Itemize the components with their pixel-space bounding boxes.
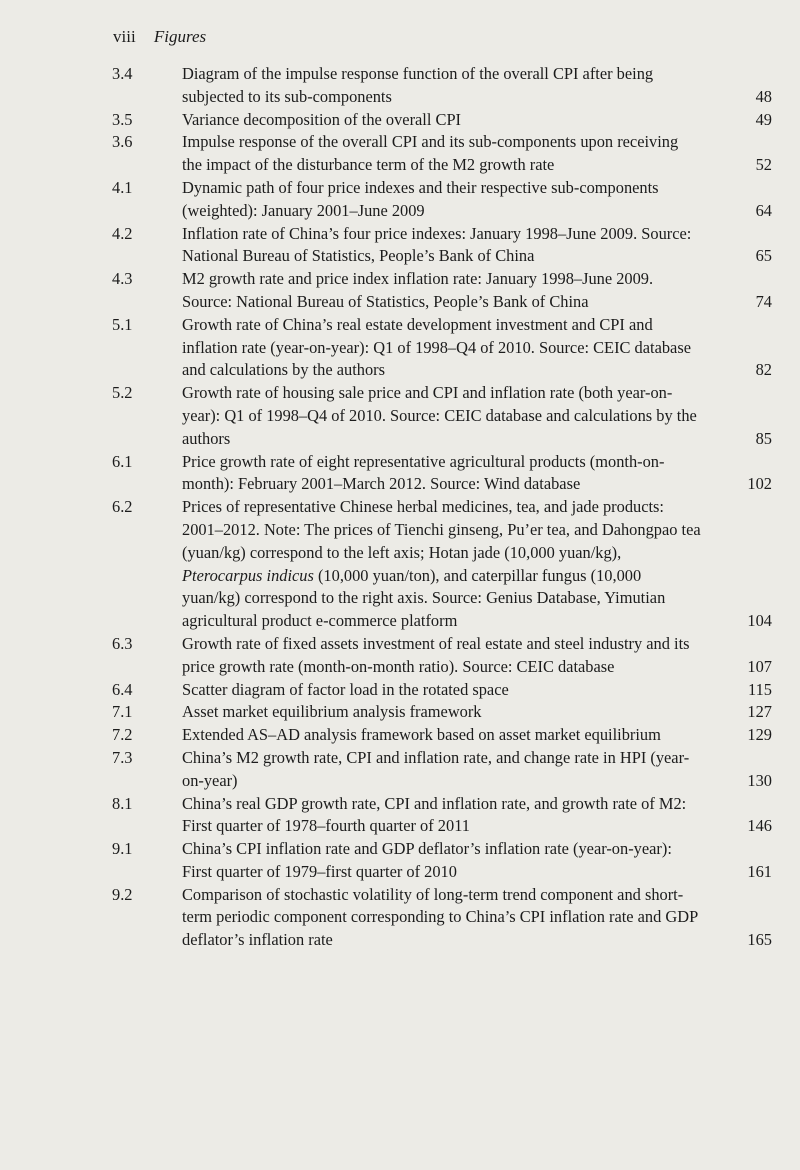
figure-caption: Inflation rate of China’s four price indexes: January 1998–June 2009. Source: National Bureau of Statistics, People’s Bank of China [182, 223, 692, 266]
figure-page-number: 85 [755, 428, 772, 448]
figure-number: 6.1 [112, 451, 133, 471]
figure-entry [112, 884, 772, 952]
figure-number: 4.2 [112, 223, 133, 243]
figure-page-number: 129 [747, 725, 772, 745]
figure-caption: Variance decomposition of the overall CPI [182, 109, 462, 129]
figure-caption: Extended AS–AD analysis framework based on asset market equilibrium [182, 725, 661, 745]
figure-entry [112, 109, 772, 132]
figure-page-number: 48 [755, 86, 772, 106]
figure-caption: Dynamic path of four price indexes and their respective sub-components (weighted): January 2001–June 2009 [182, 177, 659, 220]
figure-page-number: 64 [755, 200, 772, 220]
figure-entry [112, 382, 772, 450]
figure-entry [112, 701, 772, 724]
figure-caption: Growth rate of housing sale price and CPI and inflation rate (both year-on-year): Q1 of 1998–Q4 of 2010. Source: CEIC database and calculations by the authors [182, 383, 697, 448]
caption-italic-text: Pterocarpus indicus [182, 565, 314, 585]
figure-number: 8.1 [112, 793, 133, 813]
figure-number: 6.2 [112, 497, 133, 517]
figure-number: 6.3 [112, 633, 133, 653]
figure-number: 4.3 [112, 269, 133, 289]
figure-entry [112, 747, 772, 793]
figure-number: 4.1 [112, 177, 133, 197]
figure-caption: Impulse response of the overall CPI and its sub-components upon receiving the impact of the disturbance term of the M2 growth rate [182, 132, 679, 175]
figure-page-number: 65 [755, 246, 772, 266]
figure-caption: Comparison of stochastic volatility of long-term trend component and short-term periodic component corresponding to China’s CPI inflation rate and GDP deflator’s inflation rate [182, 884, 698, 950]
figure-page-number: 127 [747, 702, 772, 722]
figure-number: 5.1 [112, 314, 133, 334]
figure-page-number: 165 [747, 930, 772, 950]
figure-entry [112, 451, 772, 497]
figure-page-number: 107 [747, 656, 772, 676]
figure-page-number: 104 [747, 611, 772, 631]
figure-entry [112, 793, 772, 839]
figure-caption: Scatter diagram of factor load in the rotated space [182, 679, 509, 699]
figure-number: 3.6 [112, 132, 133, 152]
figure-entry [112, 679, 772, 702]
figure-caption: Price growth rate of eight representative agricultural products (month-on-month): February 2001–March 2012. Source: Wind database [182, 451, 665, 494]
figure-caption: China’s M2 growth rate, CPI and inflation rate, and change rate in HPI (year-on-year) [182, 747, 690, 790]
figure-caption: Growth rate of China’s real estate development investment and CPI and inflation rate (year-on-year): Q1 of 1998–Q4 of 2010. Source: CEIC database and calculations by the authors [182, 314, 691, 380]
figure-page-number: 146 [747, 816, 772, 836]
caption-text: Prices of representative Chinese herbal medicines, tea, and jade products: 2001–2012. Note: The prices of Tienchi ginseng, Pu’er tea, and Dahongpao tea (yuan/kg) correspond to the left axis; Hotan jade (10,000 yuan/kg), [182, 497, 701, 562]
figure-caption: M2 growth rate and price index inflation rate: January 1998–June 2009. Source: National Bureau of Statistics, People’s Bank of China [182, 269, 654, 311]
figure-number: 7.2 [112, 725, 133, 745]
figure-page-number: 82 [755, 360, 772, 380]
page-number: viii [113, 27, 136, 46]
figure-page-number: 130 [747, 770, 772, 790]
figure-number: 9.2 [112, 884, 133, 904]
figure-number: 7.3 [112, 747, 133, 767]
caption-text: (10,000 yuan/ton), and caterpillar fungus (10,000 yuan/kg) correspond to the right axis. Source: Genius Database, Yimutian agricultural product e-commerce platform [182, 565, 666, 631]
figure-number: 3.4 [112, 64, 133, 83]
figure-caption [182, 496, 706, 633]
figure-entry [112, 63, 772, 109]
figure-caption: China’s real GDP growth rate, CPI and inflation rate, and growth rate of M2: First quarter of 1978–fourth quarter of 2011 [182, 793, 687, 836]
running-header [113, 26, 206, 48]
figure-caption: Asset market equilibrium analysis framework [182, 702, 482, 722]
figure-page-number: 161 [747, 861, 772, 881]
figure-page-number: 115 [748, 679, 772, 699]
figure-entry [112, 268, 772, 314]
figure-entry [112, 314, 772, 382]
figure-number: 9.1 [112, 839, 133, 859]
figure-number: 7.1 [112, 702, 133, 722]
figure-entry [112, 724, 772, 747]
list-of-figures [112, 63, 772, 952]
figure-caption: Growth rate of fixed assets investment of real estate and steel industry and its price growth rate (month-on-month ratio). Source: CEIC database [182, 633, 690, 676]
figure-number: 6.4 [112, 679, 133, 699]
figure-page-number: 49 [755, 109, 772, 129]
figure-entry [112, 131, 772, 177]
figure-caption: China’s CPI inflation rate and GDP deflator’s inflation rate (year-on-year): First quarter of 1979–first quarter of 2010 [182, 839, 672, 881]
figure-page-number: 102 [747, 474, 772, 494]
figure-page-number: 74 [755, 291, 772, 311]
figure-entry [112, 838, 772, 884]
section-title: Figures [153, 27, 207, 46]
figure-page-number: 52 [755, 155, 772, 175]
figure-number: 3.5 [112, 109, 133, 129]
figure-entry [112, 633, 772, 679]
figure-caption: Diagram of the impulse response function of the overall CPI after being subjected to its sub-components [182, 64, 654, 106]
figure-entry [112, 496, 772, 633]
figure-entry [112, 223, 772, 269]
figure-number: 5.2 [112, 383, 133, 403]
figure-entry [112, 177, 772, 223]
